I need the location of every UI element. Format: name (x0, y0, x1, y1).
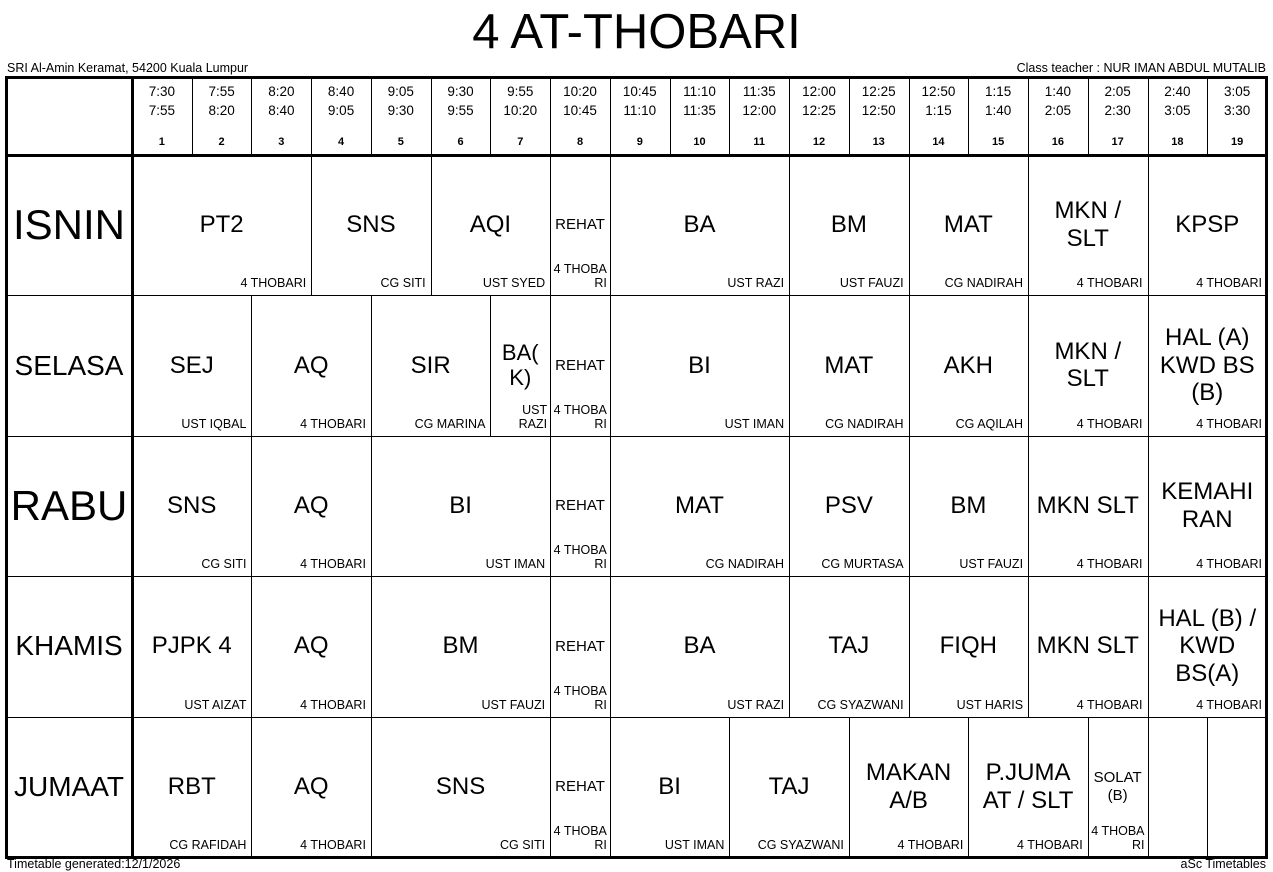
period-number: 14 (932, 136, 945, 148)
lesson-teacher: UST IMAN (724, 416, 785, 431)
period-end-time: 2:30 (1104, 103, 1131, 118)
lesson-subject: TAJ (768, 772, 810, 800)
lesson-teacher: UST FAUZI (481, 697, 546, 712)
lesson-teacher: 4 THOBARI (897, 837, 964, 852)
header-divider (371, 78, 372, 155)
lesson-teacher: 4 THOBARI (1196, 276, 1262, 291)
period-number: 10 (693, 136, 706, 148)
period-header (849, 80, 909, 152)
lesson-teacher: 4 THOBARI (1196, 697, 1262, 712)
cell-divider (1148, 295, 1149, 435)
lesson-teacher: CG SYAZWANI (757, 837, 844, 852)
lesson-subject: REHAT (555, 637, 605, 655)
lesson-cell[interactable] (132, 436, 251, 576)
period-header (192, 80, 252, 152)
lesson-teacher: CG AQILAH (955, 416, 1024, 431)
lesson-subject: MKN SLT (1036, 632, 1139, 660)
lesson-cell[interactable] (251, 717, 370, 857)
lesson-cell[interactable] (251, 295, 370, 435)
period-header (311, 80, 371, 152)
period-number: 5 (397, 136, 404, 148)
lesson-cell[interactable] (132, 155, 311, 295)
period-end-time: 9:55 (447, 103, 474, 118)
lesson-cell[interactable] (610, 295, 789, 435)
lesson-subject: AQ (293, 632, 329, 660)
lesson-teacher: 4 THOBARI (1076, 276, 1143, 291)
lesson-cell[interactable] (132, 295, 251, 435)
lesson-teacher: 4 THOBARI (300, 557, 366, 572)
lesson-subject: KPSP (1175, 211, 1240, 239)
lesson-cell[interactable] (1088, 717, 1148, 857)
period-number: 11 (753, 136, 766, 148)
lesson-subject: PSV (824, 492, 873, 519)
cell-divider (1088, 717, 1089, 857)
lesson-subject: FIQH (939, 632, 997, 660)
lesson-cell[interactable] (132, 576, 251, 716)
period-end-time: 3:30 (1223, 103, 1251, 118)
period-number: 6 (457, 136, 464, 148)
lesson-cell[interactable] (610, 155, 789, 295)
lesson-subject: P.JUMA AT / SLT (982, 759, 1074, 814)
lesson-cell[interactable] (1028, 295, 1147, 435)
period-header (431, 80, 491, 152)
period-start-time: 7:55 (208, 84, 235, 99)
period-header (729, 80, 789, 152)
lesson-subject: AQ (293, 772, 329, 800)
lesson-cell[interactable] (909, 436, 1028, 576)
cell-divider (550, 576, 551, 716)
lesson-subject: SNS (435, 772, 486, 800)
lesson-cell[interactable] (1148, 576, 1267, 716)
lesson-teacher: 4 THOBARI (1196, 416, 1262, 431)
period-start-time: 8:40 (327, 84, 355, 99)
cell-divider (1028, 295, 1029, 435)
lesson-teacher: 4 THOBA RI (553, 823, 607, 852)
header-divider (909, 78, 910, 155)
lesson-teacher: CG MURTASA (821, 557, 904, 572)
lesson-teacher: 4 THOBA RI (553, 683, 607, 712)
cell-divider (610, 717, 611, 857)
period-start-time: 9:30 (447, 84, 474, 99)
header-divider (251, 78, 252, 155)
period-end-time: 11:10 (623, 103, 657, 118)
lesson-teacher: CG SITI (201, 557, 247, 572)
period-start-time: 7:30 (148, 84, 175, 99)
lesson-cell[interactable] (550, 717, 610, 857)
header-divider (431, 78, 432, 155)
lesson-cell[interactable] (431, 155, 550, 295)
lesson-subject: MAT (943, 211, 993, 239)
period-header (550, 80, 610, 152)
lesson-cell[interactable] (1148, 295, 1267, 435)
period-start-time: 9:05 (387, 84, 414, 99)
lesson-subject: AQ (293, 492, 329, 519)
cell-divider (490, 295, 491, 435)
lesson-cell[interactable] (550, 436, 610, 576)
lesson-cell[interactable] (550, 155, 610, 295)
period-header (610, 80, 670, 152)
lesson-teacher: UST SYED (482, 276, 546, 291)
period-number: 19 (1230, 136, 1244, 148)
lesson-subject: KEMAHI RAN (1161, 478, 1254, 533)
period-header (490, 80, 550, 152)
lesson-subject (1148, 725, 1208, 849)
lesson-subject: SNS (167, 492, 217, 519)
lesson-subject: MKN / SLT (1054, 197, 1122, 252)
cell-divider (550, 436, 551, 576)
cell-divider (789, 295, 790, 435)
lesson-subject: RBT (167, 772, 216, 800)
header-divider (789, 78, 790, 155)
lesson-subject: REHAT (555, 777, 605, 795)
lesson-subject (1207, 725, 1267, 849)
lesson-cell[interactable] (251, 576, 370, 716)
period-end-time: 1:15 (925, 103, 952, 118)
lesson-teacher: CG SITI (499, 837, 546, 852)
lesson-teacher: UST RAZI (727, 697, 785, 712)
lesson-subject: BI (658, 772, 681, 800)
period-end-time: 12:50 (861, 103, 896, 118)
day-label: RABU (10, 481, 128, 529)
period-number: 9 (636, 136, 643, 148)
period-start-time: 2:05 (1104, 84, 1131, 99)
cell-divider (1028, 436, 1029, 576)
lesson-subject: SOLAT (B) (1093, 769, 1142, 804)
lesson-subject: PT2 (199, 211, 244, 239)
header-divider (729, 78, 730, 155)
lesson-subject: MAT (824, 351, 874, 379)
lesson-teacher: 4 THOBARI (1076, 557, 1143, 572)
period-number: 3 (278, 136, 285, 148)
period-header (1028, 80, 1088, 152)
header-divider (192, 78, 193, 155)
lesson-teacher: CG RAFIDAH (169, 837, 247, 852)
lesson-cell[interactable] (789, 155, 908, 295)
lesson-teacher: 4 THOBARI (1076, 697, 1143, 712)
period-start-time: 10:20 (563, 84, 597, 99)
lesson-subject: BA (683, 211, 716, 239)
period-start-time: 1:15 (985, 84, 1012, 99)
period-end-time: 10:20 (503, 103, 538, 118)
cell-divider (610, 436, 611, 576)
lesson-subject: MKN / SLT (1054, 337, 1122, 393)
cell-divider (371, 717, 372, 857)
lesson-subject: REHAT (555, 497, 605, 515)
lesson-teacher: CG SYAZWANI (817, 697, 904, 712)
period-start-time: 2:40 (1164, 84, 1191, 99)
lesson-cell[interactable] (311, 155, 430, 295)
period-number: 17 (1111, 136, 1124, 148)
day-label: ISNIN (12, 201, 125, 249)
lesson-cell[interactable] (849, 717, 968, 857)
lesson-subject: REHAT (555, 356, 605, 374)
lesson-subject: REHAT (555, 216, 605, 234)
day-label: KHAMIS (15, 630, 123, 662)
lesson-cell[interactable] (1028, 576, 1147, 716)
software-credit: aSc Timetables (1180, 857, 1266, 871)
period-number: 13 (872, 136, 885, 148)
lesson-teacher: 4 THOBA RI (553, 402, 607, 431)
period-start-time: 11:10 (683, 84, 716, 99)
header-divider (550, 78, 551, 155)
lesson-subject: BM (950, 492, 987, 519)
day-label: SELASA (14, 349, 124, 381)
period-header (1207, 80, 1267, 152)
lesson-cell[interactable] (610, 576, 789, 716)
cell-divider (729, 717, 730, 857)
lesson-teacher: 4 THOBARI (300, 416, 366, 431)
lesson-subject: SEJ (169, 351, 214, 379)
cell-divider (610, 576, 611, 716)
lesson-cell[interactable] (610, 436, 789, 576)
period-number: 4 (338, 136, 345, 148)
period-end-time: 2:05 (1044, 103, 1072, 118)
class-teacher: Class teacher : NUR IMAN ABDUL MUTALIB (1016, 61, 1266, 75)
period-start-time: 10:45 (622, 84, 657, 99)
school-address: SRI Al-Amin Keramat, 54200 Kuala Lumpur (7, 61, 249, 75)
cell-divider (431, 155, 432, 295)
period-end-time: 1:40 (985, 103, 1012, 118)
lesson-subject: MAT (675, 492, 724, 519)
period-header (670, 80, 730, 152)
cell-divider (550, 717, 551, 857)
lesson-teacher: 4 THOBARI (240, 276, 307, 291)
lesson-teacher: UST IMAN (485, 557, 546, 572)
cell-divider (610, 295, 611, 435)
cell-divider (968, 717, 969, 857)
period-start-time: 12:00 (802, 84, 836, 99)
lesson-teacher: CG SITI (380, 276, 426, 291)
header-divider (1207, 78, 1208, 155)
lesson-cell[interactable] (371, 436, 550, 576)
lesson-subject: SIR (410, 351, 451, 379)
period-header (251, 80, 311, 152)
period-number: 8 (576, 136, 584, 148)
period-number: 7 (517, 136, 524, 148)
cell-divider (550, 155, 551, 295)
lesson-subject: BA (683, 632, 716, 660)
lesson-subject: AKH (943, 351, 993, 379)
period-header (371, 80, 431, 152)
lesson-cell[interactable] (550, 295, 610, 435)
lesson-subject: BI (449, 492, 472, 519)
period-number: 12 (812, 136, 826, 148)
period-start-time: 1:40 (1044, 84, 1072, 99)
lesson-subject: BI (688, 351, 711, 379)
lesson-subject: AQ (293, 351, 329, 379)
lesson-teacher: 4 THOBARI (1076, 416, 1143, 431)
lesson-teacher: 4 THOBA RI (1091, 823, 1145, 852)
lesson-cell[interactable] (251, 436, 370, 576)
lesson-subject: SNS (346, 211, 396, 239)
header-divider (610, 78, 611, 155)
lesson-teacher: UST FAUZI (959, 557, 1024, 572)
lesson-teacher: UST IMAN (664, 837, 725, 852)
lesson-cell[interactable] (789, 436, 908, 576)
lesson-cell[interactable] (909, 576, 1028, 716)
lesson-subject: AQI (469, 211, 512, 239)
cell-divider (909, 155, 910, 295)
lesson-cell[interactable] (789, 576, 908, 716)
header-divider (849, 78, 850, 155)
period-end-time: 10:45 (563, 103, 597, 118)
cell-divider (550, 295, 551, 435)
period-end-time: 8:40 (268, 103, 295, 118)
lesson-teacher: 4 THOBA RI (553, 543, 607, 572)
lesson-teacher: 4 THOBARI (300, 697, 366, 712)
header-divider (670, 78, 671, 155)
cell-divider (1207, 717, 1208, 857)
period-header (968, 80, 1028, 152)
period-end-time: 12:25 (802, 103, 836, 118)
generated-date: Timetable generated:12/1/2026 (7, 857, 181, 871)
cell-divider (251, 436, 252, 576)
period-end-time: 8:20 (208, 103, 235, 118)
lesson-cell[interactable] (909, 155, 1028, 295)
cell-divider (311, 155, 312, 295)
cell-divider (251, 576, 252, 716)
page-title: 4 AT-THOBARI (472, 5, 801, 59)
period-start-time: 3:05 (1223, 84, 1251, 99)
header-divider (1028, 78, 1029, 155)
period-end-time: 7:55 (148, 103, 175, 118)
header-divider (311, 78, 312, 155)
period-end-time: 9:05 (327, 103, 355, 118)
lesson-subject: BM (442, 632, 479, 660)
lesson-teacher: UST AIZAT (184, 697, 247, 712)
period-start-time: 11:35 (742, 84, 776, 99)
lesson-teacher: UST RAZI (518, 402, 548, 431)
cell-divider (1148, 436, 1149, 576)
cell-divider (909, 295, 910, 435)
lesson-subject: PJPK 4 (151, 632, 232, 660)
cell-divider (610, 155, 611, 295)
lesson-cell[interactable] (909, 295, 1028, 435)
lesson-cell[interactable] (371, 576, 550, 716)
cell-divider (371, 436, 372, 576)
period-header (1088, 80, 1148, 152)
period-start-time: 12:50 (921, 84, 956, 99)
period-header (1148, 80, 1208, 152)
cell-divider (909, 436, 910, 576)
lesson-cell[interactable] (1148, 155, 1267, 295)
lesson-cell[interactable] (789, 295, 908, 435)
period-header (789, 80, 849, 152)
period-start-time: 8:20 (268, 84, 295, 99)
lesson-teacher: 4 THOBARI (1017, 837, 1083, 852)
lesson-subject: HAL (B) / KWD BS(A) (1158, 604, 1257, 687)
lesson-cell[interactable] (132, 717, 251, 857)
lesson-teacher: CG NADIRAH (944, 276, 1024, 291)
lesson-subject: TAJ (828, 632, 870, 660)
period-end-time: 11:35 (683, 103, 716, 118)
lesson-cell[interactable] (490, 295, 550, 435)
lesson-cell[interactable] (968, 717, 1087, 857)
header-divider (490, 78, 491, 155)
lesson-teacher: UST RAZI (727, 276, 785, 291)
lesson-subject: MAKAN A/B (865, 759, 952, 814)
lesson-teacher: 4 THOBA RI (553, 262, 607, 291)
cell-divider (789, 436, 790, 576)
period-number: 18 (1171, 136, 1184, 148)
cell-divider (251, 295, 252, 435)
lesson-subject: HAL (A) KWD BS (B) (1159, 324, 1255, 407)
period-start-time: 9:55 (507, 84, 534, 99)
lesson-teacher: 4 THOBARI (300, 837, 366, 852)
lesson-teacher: CG NADIRAH (825, 416, 904, 431)
lesson-subject: BM (830, 211, 867, 239)
period-end-time: 12:00 (742, 103, 777, 118)
lesson-teacher: CG MARINA (414, 416, 486, 431)
period-number: 2 (218, 136, 225, 148)
lesson-subject: BA( K) (501, 340, 539, 391)
lesson-cell[interactable] (1207, 717, 1267, 857)
period-start-time: 12:25 (861, 84, 896, 99)
lesson-cell[interactable] (1148, 436, 1267, 576)
cell-divider (1148, 155, 1149, 295)
cell-divider (1028, 576, 1029, 716)
lesson-cell[interactable] (1028, 155, 1147, 295)
lesson-cell[interactable] (371, 717, 550, 857)
lesson-teacher: 4 THOBARI (1196, 557, 1262, 572)
period-end-time: 3:05 (1164, 103, 1191, 118)
header-divider (968, 78, 969, 155)
header-divider (1088, 78, 1089, 155)
cell-divider (789, 155, 790, 295)
lesson-cell[interactable] (371, 295, 490, 435)
day-label: JUMAAT (14, 770, 124, 802)
cell-divider (1028, 155, 1029, 295)
cell-divider (849, 717, 850, 857)
lesson-cell[interactable] (550, 576, 610, 716)
lesson-cell[interactable] (729, 717, 848, 857)
lesson-teacher: UST FAUZI (839, 276, 904, 291)
cell-divider (789, 576, 790, 716)
period-number: 16 (1051, 136, 1065, 148)
period-number: 1 (158, 136, 165, 148)
cell-divider (251, 717, 252, 857)
period-end-time: 9:30 (387, 103, 414, 118)
lesson-cell[interactable] (610, 717, 729, 857)
cell-divider (1148, 576, 1149, 716)
lesson-cell[interactable] (1148, 717, 1208, 857)
cell-divider (909, 576, 910, 716)
lesson-cell[interactable] (1028, 436, 1147, 576)
lesson-teacher: UST HARIS (956, 697, 1024, 712)
cell-divider (1148, 717, 1149, 857)
period-header (909, 80, 969, 152)
period-number: 15 (992, 136, 1005, 148)
period-header (132, 80, 192, 152)
lesson-teacher: UST IQBAL (181, 416, 247, 431)
lesson-subject: MKN SLT (1036, 492, 1139, 519)
cell-divider (371, 295, 372, 435)
cell-divider (371, 576, 372, 716)
lesson-teacher: CG NADIRAH (705, 557, 785, 572)
header-divider (1148, 78, 1149, 155)
